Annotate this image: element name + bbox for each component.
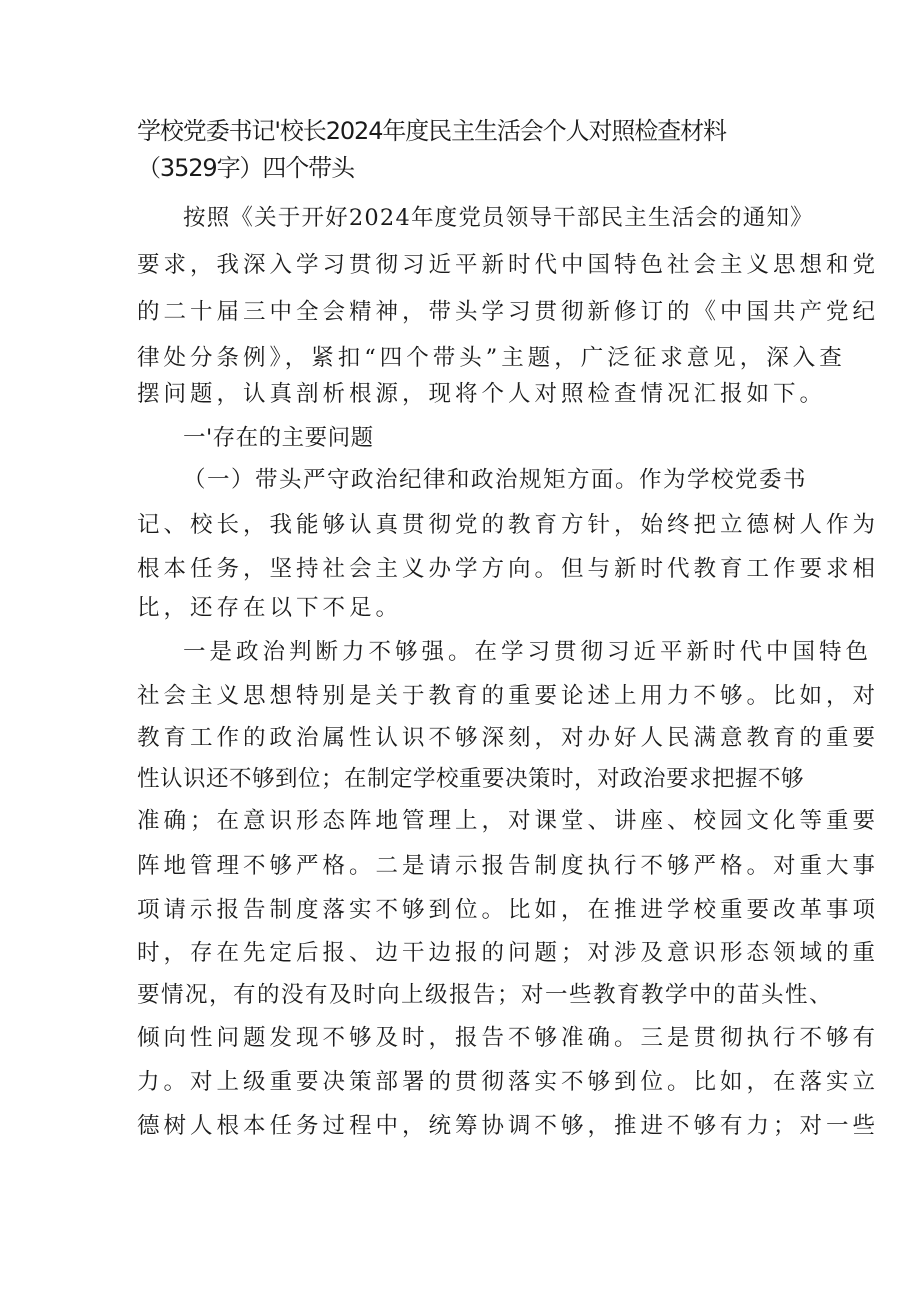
paragraph-1-line-3: 的二十届三中全会精神，带头学习贯彻新修订的《中国共产党纪 xyxy=(137,299,880,325)
paragraph-2-line-4: 比，还存在以下不足。 xyxy=(137,595,403,621)
paragraph-3-line-11: 力。对上级重要决策部署的贯彻落实不够到位。比如，在落实立 xyxy=(137,1069,880,1095)
paragraph-2-line-1: （一）带头严守政治纪律和政治规矩方面。作为学校党委书 xyxy=(183,467,808,493)
paragraph-3-line-7: 项请示报告制度落实不够到位。比如，在推进学校重要改革事项 xyxy=(137,897,880,923)
paragraph-3-line-10: 倾向性问题发现不够及时，报告不够准确。三是贯彻执行不够有 xyxy=(137,1025,880,1051)
paragraph-1-line-2: 要求，我深入学习贯彻习近平新时代中国特色社会主义思想和党 xyxy=(137,252,880,278)
paragraph-3-line-8: 时，存在先定后报、边干边报的问题；对涉及意识形态领域的重 xyxy=(137,940,880,966)
paragraph-3-line-6: 阵地管理不够严格。二是请示报告制度执行不够严格。对重大事 xyxy=(137,853,880,879)
paragraph-1-line-4: 律处分条例》，紧扣“四个带头”主题，广泛征求意见，深入查 xyxy=(137,345,846,371)
paragraph-3-line-4: 性认识还不够到位；在制定学校重要决策时，对政治要求把握不够 xyxy=(137,766,805,792)
paragraph-3-line-5: 准确；在意识形态阵地管理上，对课堂、讲座、校园文化等重要 xyxy=(137,808,880,834)
paragraph-3-line-3: 教育工作的政治属性认识不够深刻，对办好人民满意教育的重要 xyxy=(137,725,880,751)
paragraph-2-line-3: 根本任务，坚持社会主义办学方向。但与新时代教育工作要求相 xyxy=(137,556,880,582)
paragraph-2-line-2: 记、校长，我能够认真贯彻党的教育方针，始终把立德树人作为 xyxy=(137,512,880,538)
paragraph-1-line-5: 摆问题，认真剖析根源，现将个人对照检查情况汇报如下。 xyxy=(137,381,827,407)
document-title: 学校党委书记'校长2024年度民主生活会个人对照检查材料（3529字）四个带头 xyxy=(137,117,726,182)
section-heading: 一'存在的主要问题 xyxy=(183,425,374,451)
paragraph-3-line-9: 要情况，有的没有及时向上级报告；对一些教育教学中的苗头性、 xyxy=(137,982,834,1008)
paragraph-3-line-1: 一是政治判断力不够强。在学习贯彻习近平新时代中国特色 xyxy=(183,639,873,665)
paragraph-3-line-2: 社会主义思想特别是关于教育的重要论述上用力不够。比如，对 xyxy=(137,683,880,709)
paragraph-3-line-12: 德树人根本任务过程中，统筹协调不够，推进不够有力；对一些 xyxy=(137,1113,880,1139)
paragraph-1-line-1: 按照《关于开好2024年度党员领导干部民主生活会的通知》 xyxy=(183,205,814,231)
